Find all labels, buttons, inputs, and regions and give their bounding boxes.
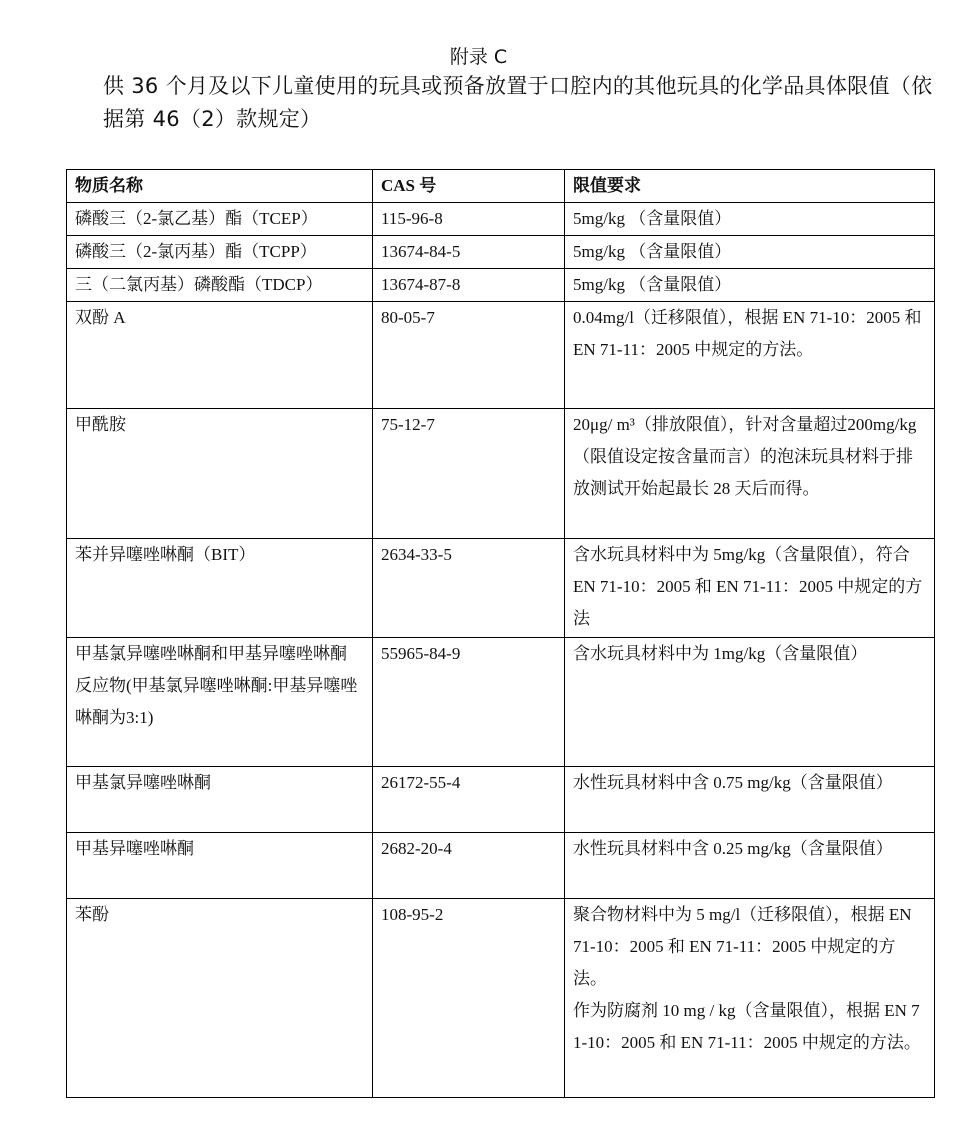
table-row	[67, 539, 935, 638]
substance-cell: 甲基异噻唑啉酮	[67, 833, 373, 899]
substance-cell: 磷酸三（2-氯丙基）酯（TCPP）	[67, 236, 373, 269]
substance-cell: 苯并异噻唑啉酮（BIT）	[67, 539, 373, 638]
limit-cell: 含水玩具材料中为 5mg/kg（含量限值），符合 EN 71-10：2005 和 EN 71-11：2005 中规定的方法	[565, 539, 935, 638]
cas-cell: 2682-20-4	[373, 833, 565, 899]
limit-cell: 20μg/ m³（排放限值），针对含量超过200mg/kg（限值设定按含量而言）的泡沫玩具材料于排放测试开始起最长 28 天后而得。	[565, 409, 935, 539]
header-cas-number: CAS 号	[373, 170, 565, 203]
cas-cell: 108-95-2	[373, 899, 565, 1098]
cas-cell: 55965-84-9	[373, 638, 565, 767]
limit-cell: 含水玩具材料中为 1mg/kg（含量限值）	[565, 638, 935, 767]
table-row	[67, 302, 935, 409]
table-header-row	[67, 170, 935, 203]
table-row	[67, 236, 935, 269]
substance-cell: 磷酸三（2-氯乙基）酯（TCEP）	[67, 203, 373, 236]
limit-cell: 水性玩具材料中含 0.75 mg/kg（含量限值）	[565, 767, 935, 833]
substance-cell: 甲酰胺	[67, 409, 373, 539]
appendix-title: 附录 C	[449, 46, 508, 68]
limit-cell	[565, 899, 935, 1098]
table-row	[67, 833, 935, 899]
chemical-limits-table	[66, 169, 935, 1098]
limit-cell: 5mg/kg （含量限值）	[565, 236, 935, 269]
limit-cell: 水性玩具材料中含 0.25 mg/kg（含量限值）	[565, 833, 935, 899]
limit-migration-text: 聚合物材料中为 5 mg/l（迁移限值），根据 EN 71-10：2005 和 EN 71-11：2005 中规定的方法。	[573, 905, 912, 988]
cas-cell: 13674-87-8	[373, 269, 565, 302]
table-row	[67, 899, 935, 1098]
substance-cell: 甲基氯异噻唑啉酮和甲基异噻唑啉酮反应物(甲基氯异噻唑啉酮:甲基异噻唑啉酮为3:1)	[67, 638, 373, 767]
cas-cell: 80-05-7	[373, 302, 565, 409]
limit-preservative-text: 作为防腐剂 10 mg / kg（含量限值），根据 EN 71-10：2005 和 EN 71-11：2005 中规定的方法。	[573, 1001, 921, 1052]
cas-cell: 2634-33-5	[373, 539, 565, 638]
limit-cell: 5mg/kg （含量限值）	[565, 203, 935, 236]
table-row	[67, 638, 935, 767]
limit-cell: 0.04mg/l（迁移限值），根据 EN 71-10：2005 和 EN 71-11：2005 中规定的方法。	[565, 302, 935, 409]
substance-cell: 甲基氯异噻唑啉酮	[67, 767, 373, 833]
cas-cell: 115-96-8	[373, 203, 565, 236]
substance-cell: 双酚 A	[67, 302, 373, 409]
limit-cell: 5mg/kg （含量限值）	[565, 269, 935, 302]
substance-cell: 三（二氯丙基）磷酸酯（TDCP）	[67, 269, 373, 302]
substance-cell: 苯酚	[67, 899, 373, 1098]
cas-cell: 13674-84-5	[373, 236, 565, 269]
table-row	[67, 767, 935, 833]
table-row	[67, 409, 935, 539]
cas-cell: 26172-55-4	[373, 767, 565, 833]
header-substance-name: 物质名称	[67, 170, 373, 203]
table-caption: 供 36 个月及以下儿童使用的玩具或预备放置于口腔内的其他玩具的化学品具体限值（依据第 46（2）款规定）	[103, 74, 933, 131]
header-limit-requirement: 限值要求	[565, 170, 935, 203]
table-row	[67, 269, 935, 302]
table-row	[67, 203, 935, 236]
cas-cell: 75-12-7	[373, 409, 565, 539]
